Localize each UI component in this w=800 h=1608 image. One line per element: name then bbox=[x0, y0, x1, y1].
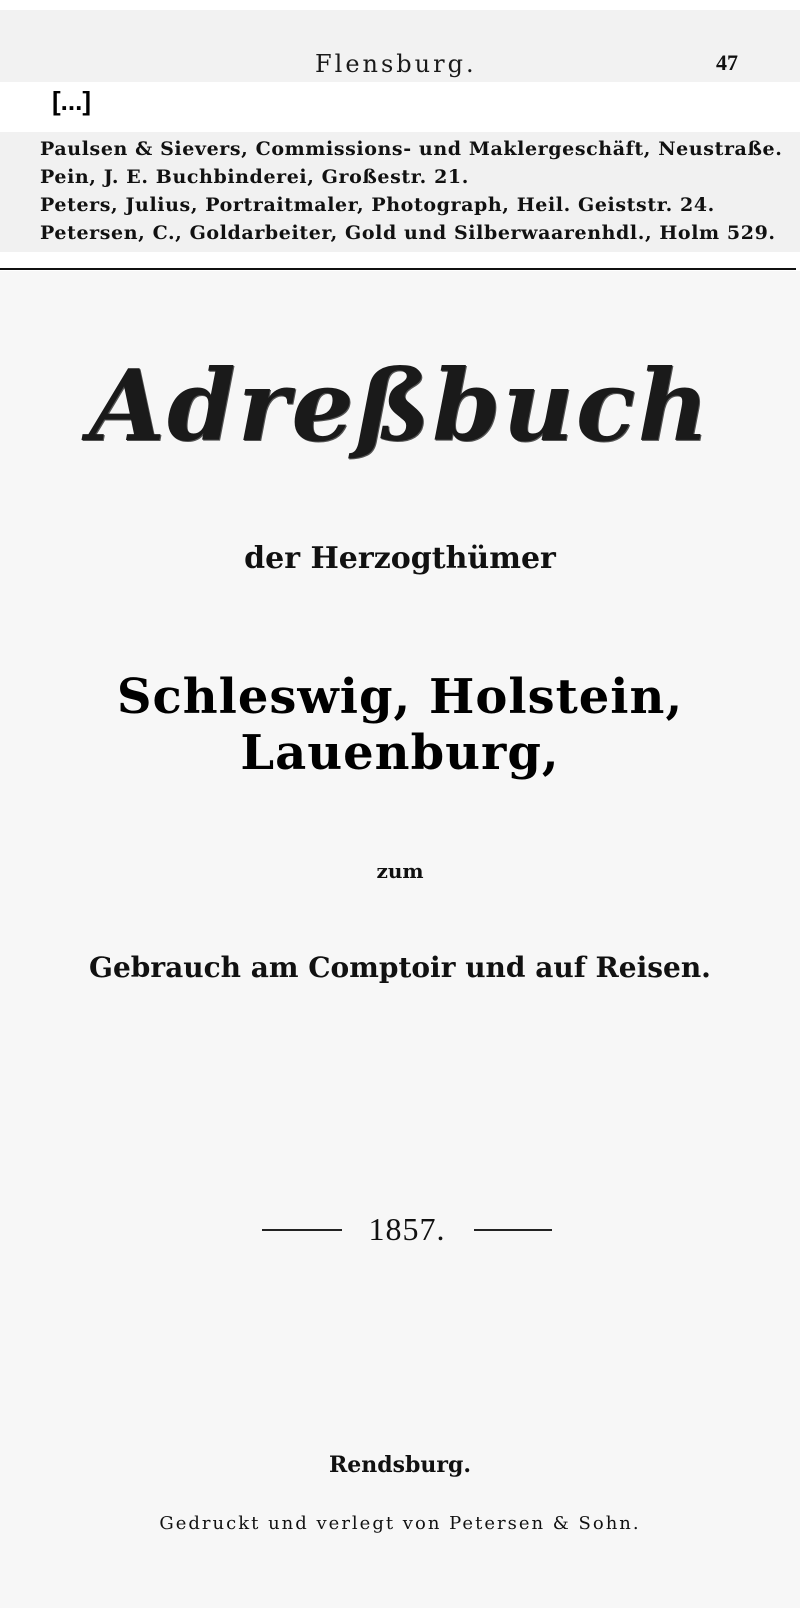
directory-entry: Paulsen & Sievers, Commissions- und Maklergeschäft, Neustraße. bbox=[40, 138, 783, 160]
line-gebrauch: Gebrauch am Comptoir und auf Reisen. bbox=[89, 951, 711, 984]
omission-marker: [...] bbox=[52, 86, 91, 116]
page-number: 47 bbox=[716, 50, 738, 75]
main-title: Adreßbuch bbox=[89, 349, 711, 464]
ornament-rule-right bbox=[474, 1229, 552, 1231]
year: 1857. bbox=[368, 1211, 446, 1247]
section-divider bbox=[0, 268, 796, 270]
publication-place: Rendsburg. bbox=[328, 1452, 472, 1478]
directory-entry: Peters, Julius, Portraitmaler, Photograph, Heil. Geiststr. 24. bbox=[40, 194, 715, 216]
line-zum: zum bbox=[376, 859, 424, 883]
running-title: Flensburg. bbox=[315, 50, 477, 78]
directory-entries bbox=[0, 132, 800, 252]
directory-entry: Pein, J. E. Buchbinderei, Großestr. 21. bbox=[40, 166, 469, 188]
ornament-rule-left bbox=[262, 1229, 342, 1231]
imprint: Gedruckt und verlegt von Petersen & Sohn. bbox=[159, 1513, 641, 1534]
places-title: Schleswig, Holstein, Lauenburg, bbox=[116, 669, 684, 781]
excerpt-page bbox=[0, 0, 800, 262]
year-ornament bbox=[262, 1209, 552, 1249]
running-header bbox=[0, 10, 800, 82]
directory-entry: Petersen, C., Goldarbeiter, Gold und Silberwaarenhdl., Holm 529. bbox=[40, 222, 776, 244]
subtitle-der: der Herzogthümer bbox=[244, 541, 556, 576]
title-page bbox=[0, 271, 800, 1608]
